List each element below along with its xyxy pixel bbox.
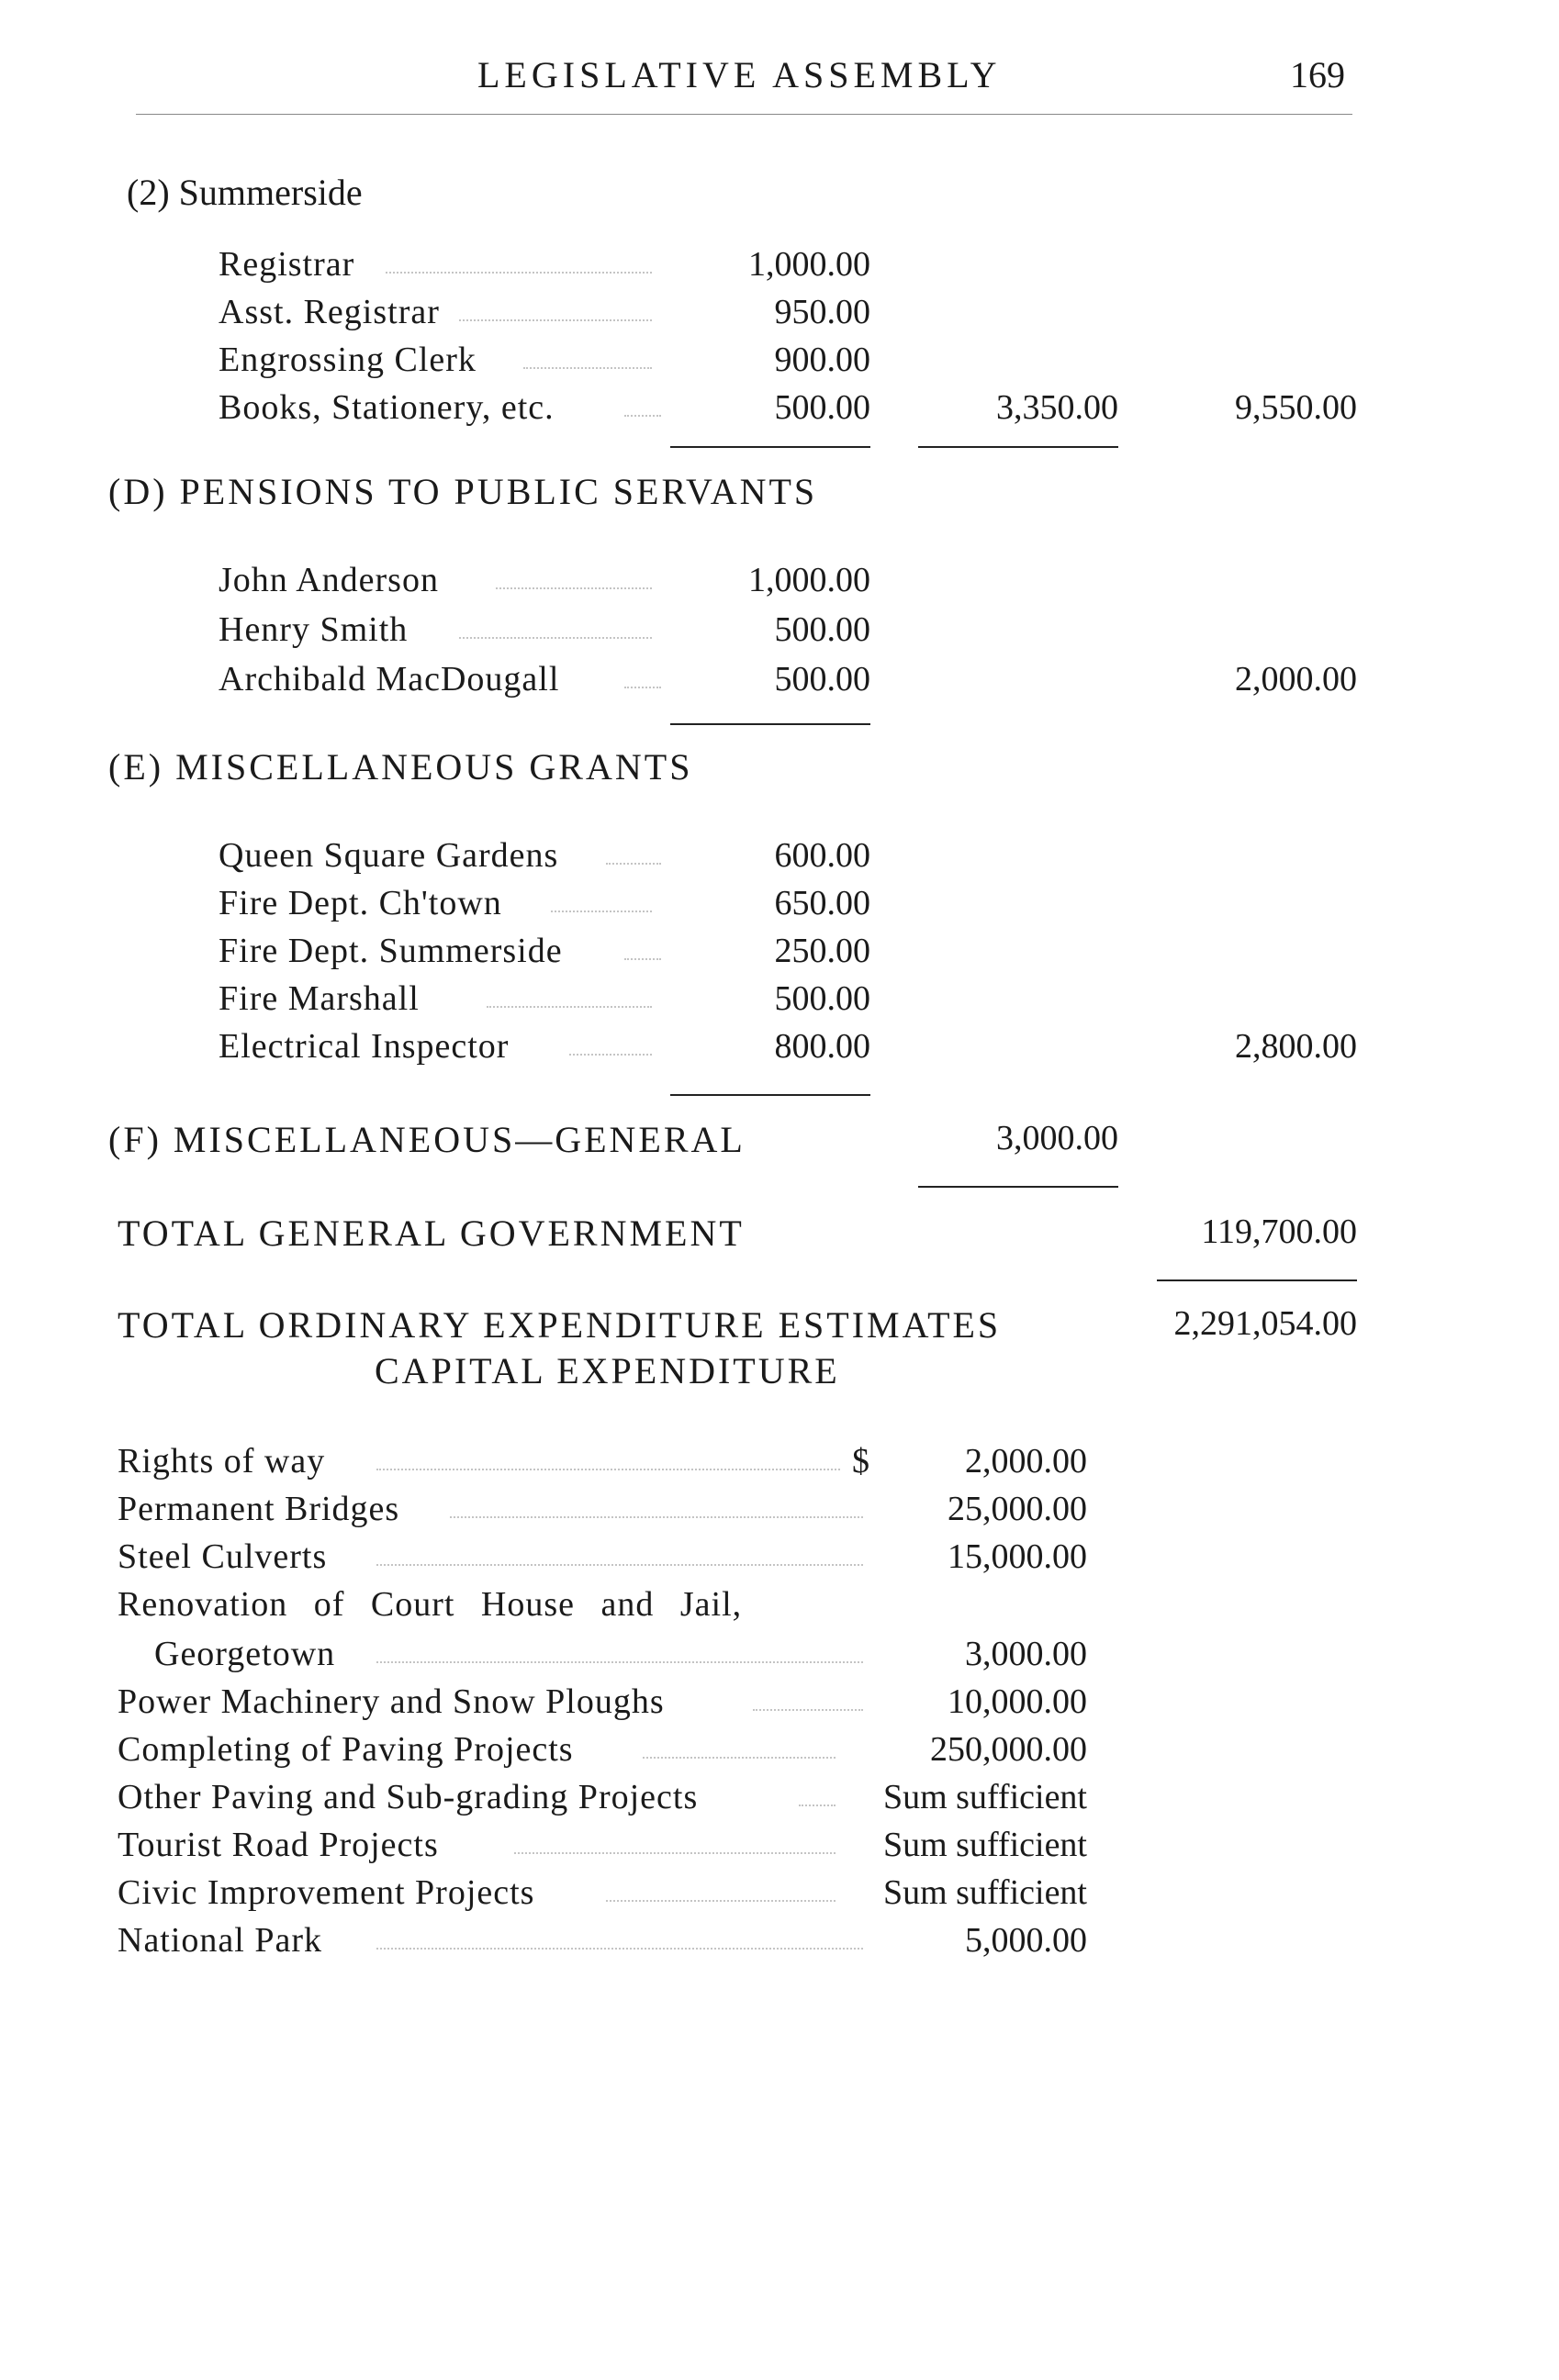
list-item-label: Henry Smith: [219, 610, 409, 649]
list-item-label: Electrical Inspector: [219, 1027, 510, 1066]
total-rule: [1157, 1279, 1357, 1281]
total-general-label: TOTAL GENERAL GOVERNMENT: [118, 1212, 745, 1254]
list-item-amount: 3,000.00: [965, 1635, 1087, 1673]
list-item-amount: 500.00: [774, 388, 870, 427]
list-item-label: Permanent Bridges: [118, 1490, 400, 1528]
page-number: 169: [1290, 54, 1345, 95]
list-item-label: Books, Stationery, etc.: [219, 388, 555, 427]
list-item-label: Registrar: [219, 245, 355, 284]
summerside-total: 9,550.00: [1235, 388, 1357, 427]
list-item-amount: 5,000.00: [965, 1921, 1087, 1960]
list-item-amount: 25,000.00: [948, 1490, 1087, 1528]
dot-leader: [569, 1054, 652, 1056]
list-item-amount: 2,000.00: [965, 1442, 1087, 1481]
dot-leader: [450, 1516, 863, 1518]
subtotal-rule: [918, 1186, 1118, 1188]
list-item-amount: 500.00: [774, 979, 870, 1018]
list-item-amount: 1,000.00: [748, 561, 870, 599]
list-item-amount: 1,000.00: [748, 245, 870, 284]
list-item-label: Completing of Paving Projects: [118, 1730, 574, 1769]
dot-leader: [376, 1661, 863, 1663]
dot-leader: [624, 958, 661, 960]
subtotal-rule: [918, 446, 1118, 448]
total-ordinary-label: TOTAL ORDINARY EXPENDITURE ESTIMATES: [118, 1304, 1002, 1346]
section-heading-pensions: (D) PENSIONS TO PUBLIC SERVANTS: [108, 471, 818, 512]
dot-leader: [496, 587, 652, 589]
dot-leader: [606, 863, 661, 865]
dot-leader: [606, 1900, 836, 1902]
list-item-amount: 250,000.00: [930, 1730, 1087, 1769]
currency-symbol: $: [852, 1442, 869, 1481]
dot-leader: [753, 1709, 863, 1711]
list-item-amount: Sum sufficient: [882, 1873, 1087, 1912]
list-item-label: Renovation of Court House and Jail,: [118, 1585, 743, 1624]
list-item-amount: 10,000.00: [948, 1682, 1087, 1721]
list-item-label: Power Machinery and Snow Ploughs: [118, 1682, 665, 1721]
list-item-label: Other Paving and Sub-grading Projects: [118, 1778, 699, 1816]
list-item-label: John Anderson: [219, 561, 439, 599]
dot-leader: [487, 1006, 652, 1008]
section-heading-misc-general: (F) MISCELLANEOUS—GENERAL: [108, 1119, 746, 1160]
list-item-amount: 800.00: [774, 1027, 870, 1066]
section-heading-summerside: (2) Summerside: [127, 172, 363, 213]
section-heading-capital: CAPITAL EXPENDITURE: [375, 1350, 840, 1391]
pensions-total: 2,000.00: [1235, 660, 1357, 698]
dot-leader: [376, 1564, 863, 1566]
list-item-amount: 650.00: [774, 884, 870, 922]
page-header: [0, 53, 1559, 117]
list-item-amount: 500.00: [774, 660, 870, 698]
dot-leader: [386, 272, 652, 274]
dot-leader: [459, 319, 652, 321]
list-item-label: Georgetown: [154, 1635, 336, 1673]
list-item-amount: Sum sufficient: [882, 1826, 1087, 1864]
list-item-label: Asst. Registrar: [219, 293, 440, 331]
list-item-label: Rights of way: [118, 1442, 326, 1481]
total-general-amount: 119,700.00: [1201, 1212, 1357, 1251]
list-item-label: Queen Square Gardens: [219, 836, 559, 875]
dot-leader: [514, 1852, 836, 1854]
list-item-amount: 950.00: [774, 293, 870, 331]
list-item-label: Fire Dept. Summerside: [219, 932, 563, 970]
list-item-amount: Sum sufficient: [882, 1778, 1087, 1816]
summerside-subtotal: 3,350.00: [996, 388, 1118, 427]
dot-leader: [376, 1469, 840, 1470]
grants-total: 2,800.00: [1235, 1027, 1357, 1066]
list-item-amount: 15,000.00: [948, 1537, 1087, 1576]
subtotal-rule: [670, 1094, 870, 1096]
subtotal-rule: [670, 446, 870, 448]
list-item-label: Fire Dept. Ch'town: [219, 884, 502, 922]
section-heading-grants: (E) MISCELLANEOUS GRANTS: [108, 746, 693, 788]
misc-general-amount: 3,000.00: [996, 1119, 1118, 1157]
list-item-label: Civic Improvement Projects: [118, 1873, 535, 1912]
list-item-label: Engrossing Clerk: [219, 341, 477, 379]
dot-leader: [624, 687, 661, 688]
subtotal-rule: [670, 723, 870, 725]
list-item-label: Fire Marshall: [219, 979, 420, 1018]
total-ordinary-amount: 2,291,054.00: [1173, 1304, 1357, 1343]
dot-leader: [459, 637, 652, 639]
list-item-label: National Park: [118, 1921, 323, 1960]
list-item-label: Archibald MacDougall: [219, 660, 560, 698]
list-item-amount: 250.00: [774, 932, 870, 970]
list-item-amount: 600.00: [774, 836, 870, 875]
dot-leader: [624, 415, 661, 417]
dot-leader: [523, 367, 652, 369]
list-item-amount: 900.00: [774, 341, 870, 379]
page-title: LEGISLATIVE ASSEMBLY: [477, 54, 1002, 95]
list-item-amount: 500.00: [774, 610, 870, 649]
header-rule: [136, 114, 1352, 115]
dot-leader: [376, 1948, 863, 1950]
dot-leader: [551, 911, 652, 912]
list-item-label: Steel Culverts: [118, 1537, 328, 1576]
list-item-label: Tourist Road Projects: [118, 1826, 439, 1864]
dot-leader: [643, 1757, 836, 1759]
